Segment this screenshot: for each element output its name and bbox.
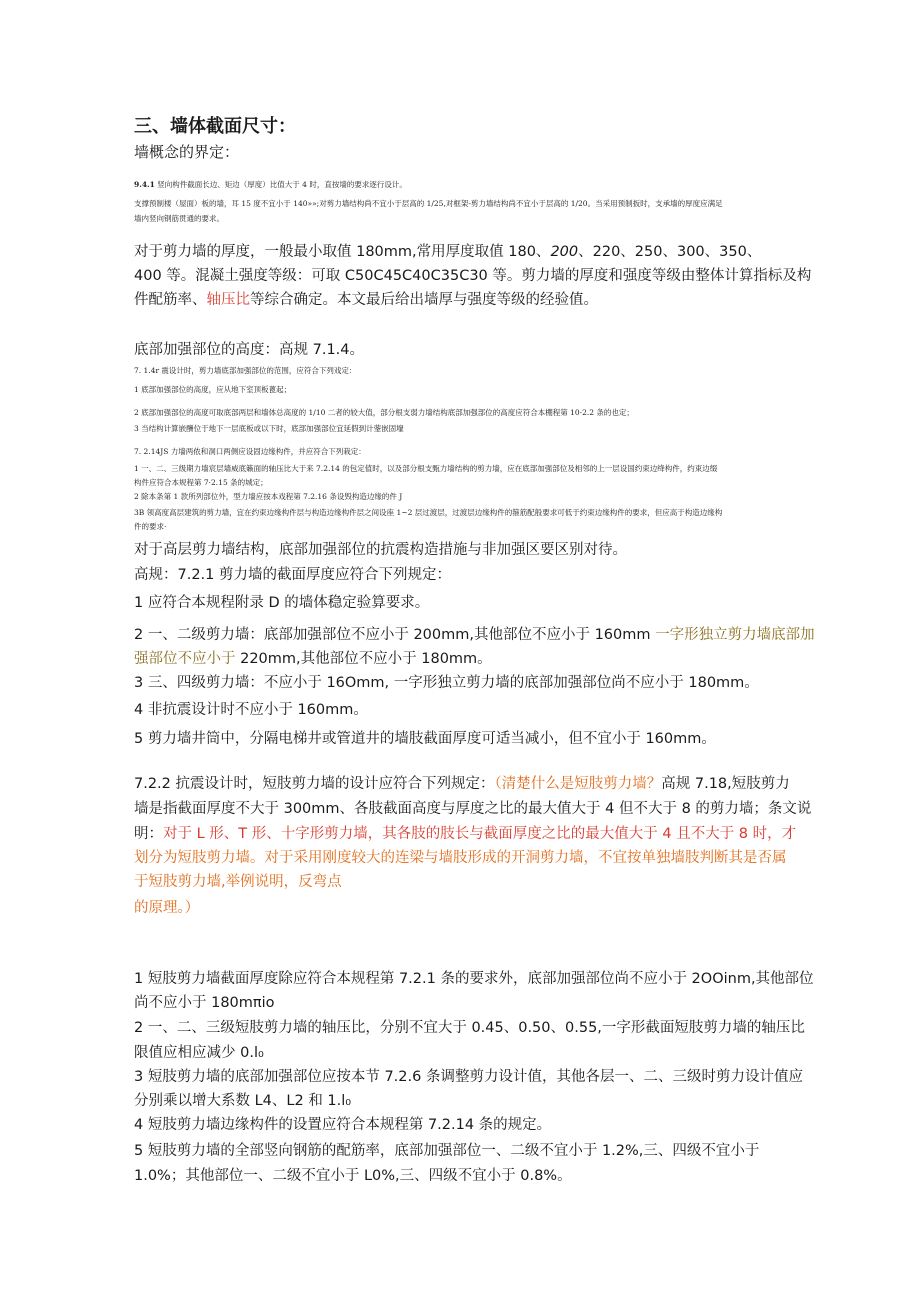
- short-wall-item3-cont: 分别乘以增大系数 L4、L2 和 1.l₀: [134, 1093, 352, 1109]
- short-wall-item1-cont: 尚不应小于 180mπio: [134, 995, 275, 1011]
- clause-722-line1: [134, 772, 790, 793]
- highlight-axial-ratio: 轴压比: [206, 292, 250, 308]
- code-clause-7214-line4: 2 除本条第 1 款所列部位外，型力墙应按本戏程第 7.2.16 条设毁构造边缘的件 J: [134, 492, 403, 501]
- code-clause-714-line2: 1 底部加强部位的高度，应从地下室顶板蓖起；: [134, 385, 292, 394]
- highlight-text: 一字形独立剪力墙底部加: [655, 627, 815, 643]
- section-heading: 三、墙体截面尺寸：: [134, 116, 296, 137]
- thickness-line1: [134, 240, 761, 261]
- code-clause-support-line1: 支撑预制楼（屋面）板的墙，耳 15 度不宜小于 140»»;对剪力墙结构尚不宜小于层高的 1/25,对框架-剪力墙结构尚不宜小于层高的 1/20。当采用预制扳时，支承墙的厚度应满足: [134, 199, 723, 208]
- clause-721-item3: 3 三、四级剪力墙：不应小于 16Omm, 一字形独立剪力墙的底部加强部位尚不应小于 180mm。: [134, 675, 759, 691]
- code-clause-support-line2: 墙内竖向钢筋贯通的要求。: [134, 214, 224, 223]
- thickness-line2: 400 等。混凝土强度等级：可取 C50C45C40C35C30 等。剪力墙的厚度和强度等级由整体计算指标及构: [134, 268, 812, 284]
- text-run: 明：: [134, 826, 163, 842]
- code-clause-714-line4: 3 当结构计算嵌酬位于地下一层底板或以下时，底部加强部位宜延假到计蓥嵌固壕: [134, 424, 404, 433]
- clause-721-title: 高规：7.2.1 剪力墙的截面厚度应符合下列规定：: [134, 567, 452, 583]
- code-clause-714-line3: 2 底部加强部位的高度可取底部两层和墙体总高度的 1/10 二者的较大值，部分根支弱力墙结构底部加强部位的高度应符合本棚程第 10·2.2 条的也定；: [134, 408, 634, 417]
- clause-721-item2: [134, 623, 815, 644]
- clause-722-line5: 于短肢剪力墙,举例说明，反弯点: [134, 874, 342, 890]
- text-run: 件配筋率、: [134, 292, 207, 308]
- short-wall-item5: 5 短肢剪力墙的全部竖向钢筋的配筋率，底部加强部位一、二级不宜小于 1.2%,三、四级不宜小于: [134, 1143, 760, 1159]
- clause-number: 9.4.1: [134, 180, 155, 189]
- highlight-text: 强部位不应小于: [134, 651, 236, 667]
- base-height-line: 底部加强部位的高度：高规 7.1.4。: [134, 342, 365, 358]
- italic-value: 200: [550, 244, 579, 260]
- code-clause-7214-line6: 件的要求·: [134, 522, 167, 531]
- short-wall-item3: 3 短肢剪力墙的底部加强部位应按本节 7.2.6 条调整剪力设计值，其他各层一、二、三级时剪力设计值应: [134, 1069, 803, 1085]
- clause-722-line4: 划分为短肢剪力墙。对于采用刚度较大的连梁与墙肢形成的开洞剪力墙，不宜按单独墙肢判断其是否属: [134, 850, 787, 866]
- short-wall-item4: 4 短肢剪力墙边缘构件的设置应符合本规程第 7.2.14 条的规定。: [134, 1117, 552, 1133]
- code-clause-7214-line2: 1 一、二、三级期力墙宸层墙威底籁面的轴压比大于来 7.2.14 的包定值时，以及部分根支甄力墙结构的剪力墙，应在底部加强部位及相邻的上一层设国约束边绛构件，约束边缀: [134, 464, 718, 473]
- clause-722-line6: 的原理。）: [134, 900, 200, 916]
- highlight-text: 对于 L 形、T 形、十字形剪力墙，其各肢的肢长与截面厚度之比的最大值大于 4 且不大于 8 时，才: [163, 826, 797, 842]
- short-wall-item2: 2 一、二、三级短肢剪力墙的轴压比，分别不宜大于 0.45、0.50、0.55,一字形截面短肢剪力墙的轴压比: [134, 1020, 805, 1036]
- code-clause-7214-line5: 3B 领高度高层建筑的剪力墙，宜在约束边缘构件层与构造边缘构件层之间设座 1~2 层过渡层，过渡层边缘构件的箍筋配般要求可低于约束边缘构件的要求，但应高于构造边缘构: [134, 508, 723, 517]
- clause-721-item1: 1 应符合本规程附录 D 的墙体稳定验算要求。: [134, 595, 430, 611]
- text-run: 、220、250、300、350、: [578, 244, 762, 260]
- highlight-question: （清楚什么是短肢剪力墙？: [494, 776, 662, 792]
- code-clause-714-line1: 7. 1.4r 震设计时，剪力墙底部加强部位的范围，应符合下列戏定：: [134, 366, 357, 375]
- clause-722-line3: [134, 822, 796, 843]
- text-run: 220mm,其他部位不应小于 180mm。: [235, 651, 492, 667]
- clause-text: 竖向构件截面长边、矩边（厚度）比值大于 4 时，直按墙的要求逐行设计。: [157, 180, 407, 189]
- short-wall-item5-cont: 1.0%；其他部位一、二级不宜小于 L0%,三、四级不宜小于 0.8%。: [134, 1168, 572, 1184]
- code-clause-7214-line1: 7. 2.14JS 力墙两侬和洞口两侧应设固边缘构件，并应符合下列栽定：: [134, 447, 366, 456]
- text-run: 2 一、二级剪力墙：底部加强部位不应小于 200mm,其他部位不应小于 160mm: [134, 627, 656, 643]
- short-wall-item1: 1 短肢剪力墙截面厚度除应符合本规程第 7.2.1 条的要求外，底部加强部位尚不应小于 2OOinm,其他部位: [134, 971, 814, 987]
- text-run: 高规 7.18,短肢剪力: [661, 776, 790, 792]
- code-clause-941: [134, 179, 407, 190]
- sub-heading: 墙概念的界定：: [134, 143, 240, 161]
- text-run: 对于剪力墙的厚度，一般最小取值 180mm,常用厚度取值 180、: [134, 244, 551, 260]
- text-run: 7.2.2 抗震设计时，短肢剪力墙的设计应符合下列规定：: [134, 776, 495, 792]
- text-run: 等综合确定。本文最后给出墙厚与强度等级的经验值。: [250, 292, 598, 308]
- code-clause-7214-line3: 构件应符合本规程第 7·2.15 条的城定；: [134, 478, 268, 487]
- clause-721-item4: 4 非抗震设计时不应小于 160mm。: [134, 702, 368, 718]
- short-wall-item2-cont: 限值应相应减少 0.l₀: [134, 1045, 264, 1061]
- high-rise-line: 对于高层剪力墙结构，底部加强部位的抗震构造措施与非加强区要区别对待。: [134, 542, 627, 558]
- clause-722-line2: 墙是指截面厚度不大于 300mm、各肢截面高度与厚度之比的最大值大于 4 但不大于 8 的剪力墙；条文说: [134, 801, 812, 817]
- clause-721-item2-cont: [134, 647, 492, 668]
- thickness-line3: [134, 288, 598, 309]
- clause-721-item5: 5 剪力墙井筒中，分隔电梯井或管道井的墙肢截面厚度可适当减小，但不宜小于 160mm。: [134, 731, 716, 747]
